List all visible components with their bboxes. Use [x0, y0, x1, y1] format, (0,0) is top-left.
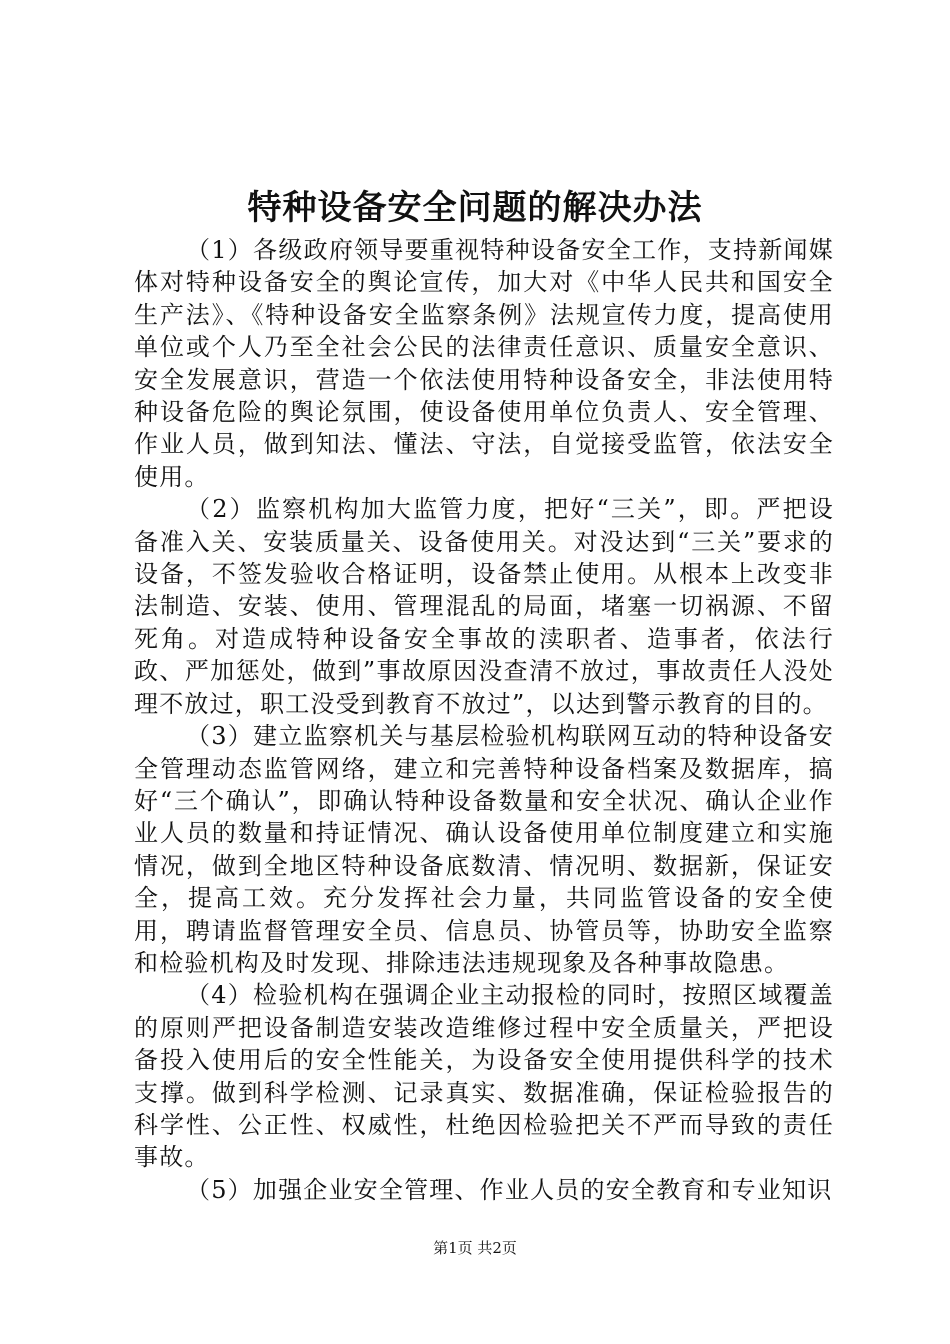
- paragraph-4: （4）检验机构在强调企业主动报检的同时，按照区域覆盖的原则严把设备制造安装改造维修过程中安全质量关，严把设备投入使用后的安全性能关，为设备安全使用提供科学的技术支撑。做到科学检测、记录真实、数据准确，保证检验报告的科学性、公正性、权威性，杜绝因检验把关不严而导致的责任事故。: [134, 981, 834, 1172]
- paragraph-5: （5）加强企业安全管理、作业人员的安全教育和专业知识: [186, 1175, 833, 1204]
- paragraph-1: （1）各级政府领导要重视特种设备安全工作，支持新闻媒体对特种设备安全的舆论宣传，加大对《中华人民共和国安全生产法》、《特种设备安全监察条例》法规宣传力度，提高使用单位或个人乃至全社会公民的法律责任意识、质量安全意识、安全发展意识，营造一个依法使用特种设备安全，非法使用特种设备危险的舆论氛围，使设备使用单位负责人、安全管理、作业人员，做到知法、懂法、守法，自觉接受监管，依法安全使用。: [134, 236, 834, 491]
- paragraph-2: （2）监察机构加大监管力度，把好“三关”，即。严把设备准入关、安装质量关、设备使用关。对没达到“三关”要求的设备，不签发验收合格证明，设备禁止使用。从根本上改变非法制造、安装、使用、管理混乱的局面，堵塞一切祸源、不留死角。对造成特种设备安全事故的渎职者、造事者，依法行政、严加惩处，做到”事故原因没查清不放过，事故责任人没处理不放过，职工没受到教育不放过”，以达到警示教育的目的。: [134, 495, 834, 718]
- paragraph-3: （3）建立监察机关与基层检验机构联网互动的特种设备安全管理动态监管网络，建立和完善特种设备档案及数据库，搞好“三个确认”，即确认特种设备数量和安全状况、确认企业作业人员的数量和持证情况、确认设备使用单位制度建立和实施情况，做到全地区特种设备底数清、情况明、数据新，保证安全，提高工效。充分发挥社会力量，共同监管设备的安全使用，聘请监督管理安全员、信息员、协管员等，协助安全监察和检验机构及时发现、排除违法违规现象及各种事故隐患。: [134, 722, 834, 977]
- document-body: [134, 234, 834, 1206]
- document-title: 特种设备安全问题的解决办法: [247, 188, 703, 228]
- page-number-footer: 第1页 共2页: [433, 1239, 517, 1257]
